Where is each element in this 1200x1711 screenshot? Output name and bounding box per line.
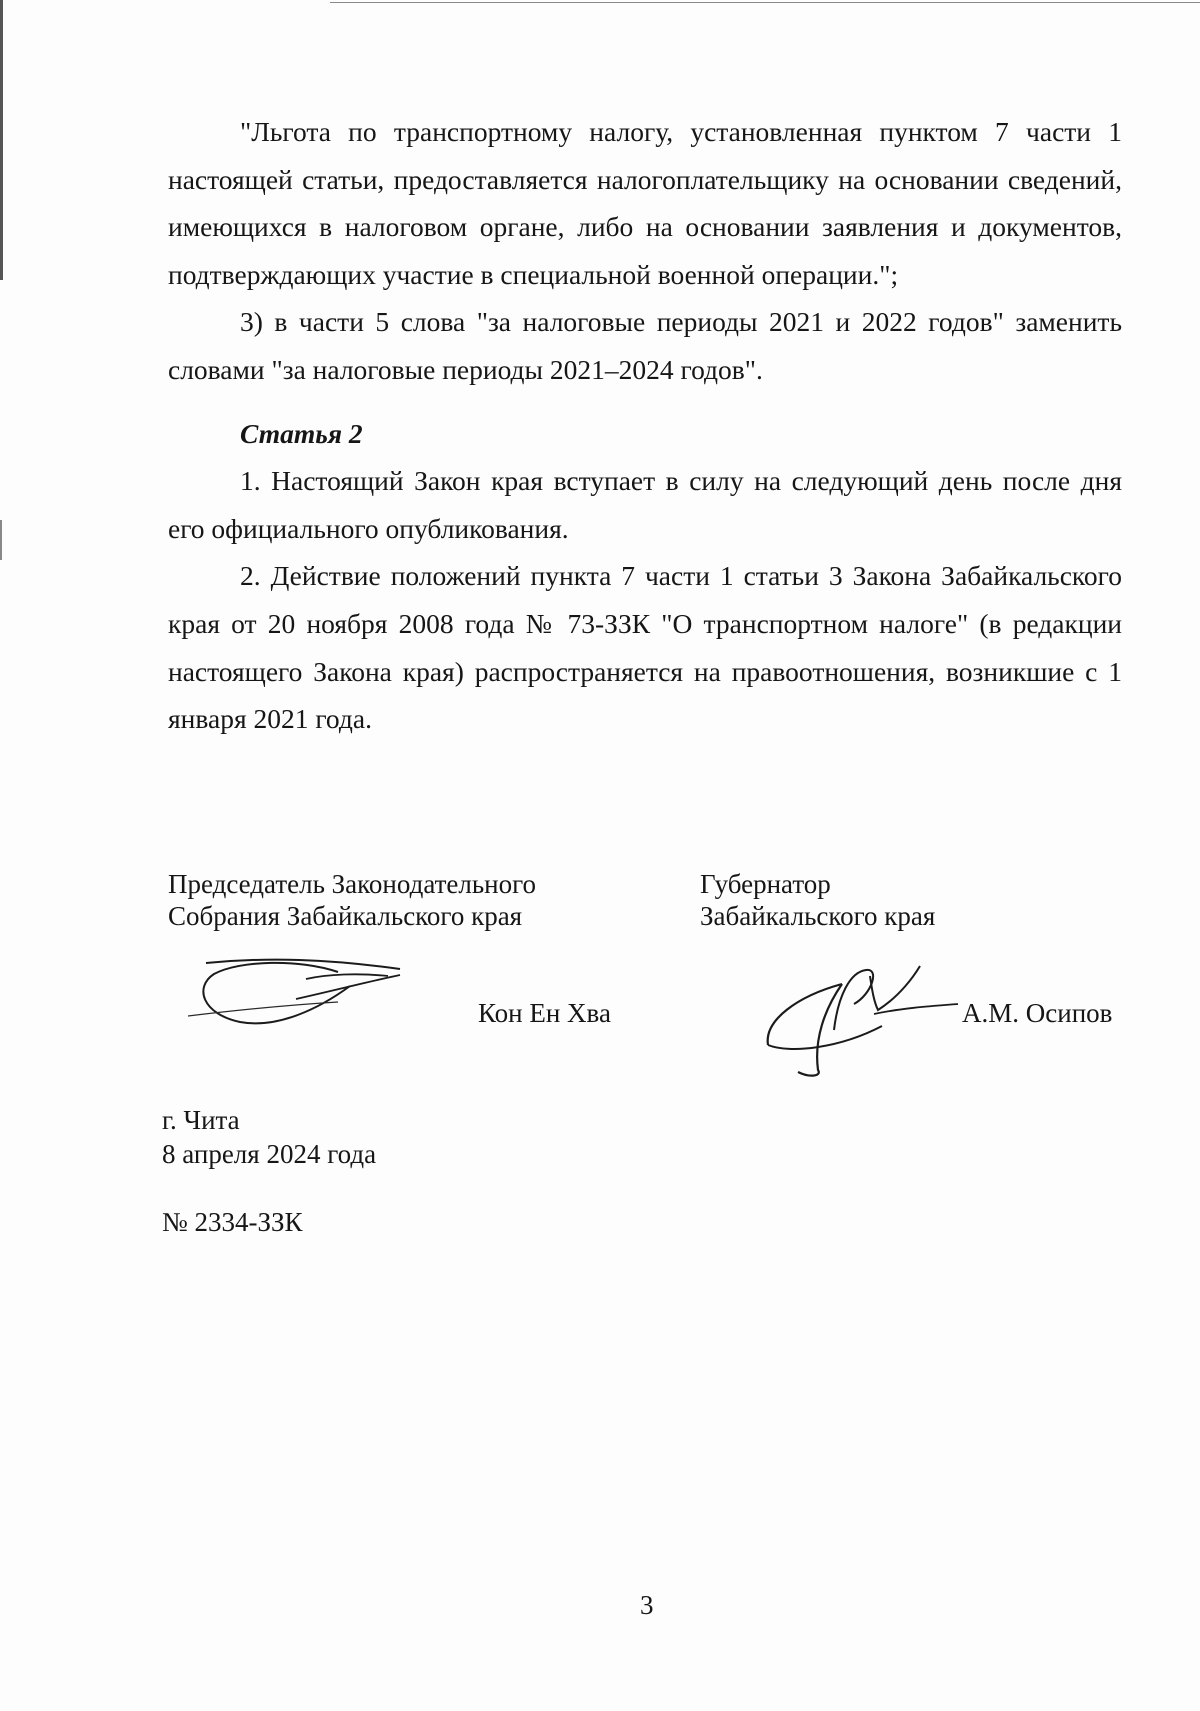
scan-edge-mark [0,520,2,560]
scan-edge-line [330,2,1200,3]
left-signatory-name: Кон Ен Хва [478,998,611,1028]
left-signatory-title-line: Председатель Законодательного [168,869,537,899]
right-signatory-title [700,868,935,932]
paragraph-benefit-text: "Льгота по транспортному налогу, установленная пунктом 7 части 1 настоящей статьи, предоставляется налогоплательщику на основании сведений, имеющихся в налоговом органе, либо на основании заявления и документов, подтверждающих участие в специальной военной операции."; [168,116,1122,290]
document-body [168,108,1122,743]
right-signatory-name: А.М. Осипов [962,998,1113,1028]
article-2-item-1: 1. Настоящий Закон края вступает в силу на следующий день после дня его официального опубликования. [168,465,1122,544]
article-2-item-2: 2. Действие положений пункта 7 части 1 статьи 3 Закона Забайкальского края от 20 ноября 2008 года № 73-ЗЗК "О транспортном налоге" (в редакции настоящего Закона края) распространяется на правоотношения, возникшие с 1 января 2021 года. [168,560,1122,735]
governor-signature [762,958,962,1078]
scan-edge-mark [0,0,3,280]
right-signatory-title-line: Забайкальского края [700,901,936,931]
left-signatory-title-line: Собрания Забайкальского края [168,901,523,931]
left-signatory-title [168,868,536,932]
page-number: 3 [640,1590,654,1620]
date: 8 апреля 2024 года [162,1139,377,1169]
paragraph-amendment-3: 3) в части 5 слова "за налоговые периоды 2021 и 2022 годов" заменить словами "за налоговые периоды 2021–2024 годов". [168,306,1122,385]
document-number: № 2334-ЗЗК [162,1207,303,1237]
city: г. Чита [162,1105,240,1135]
article-2-heading: Статья 2 [240,417,363,449]
place-and-date [162,1103,376,1171]
chairman-signature [188,950,413,1040]
right-signatory-title-line: Губернатор [700,869,831,899]
